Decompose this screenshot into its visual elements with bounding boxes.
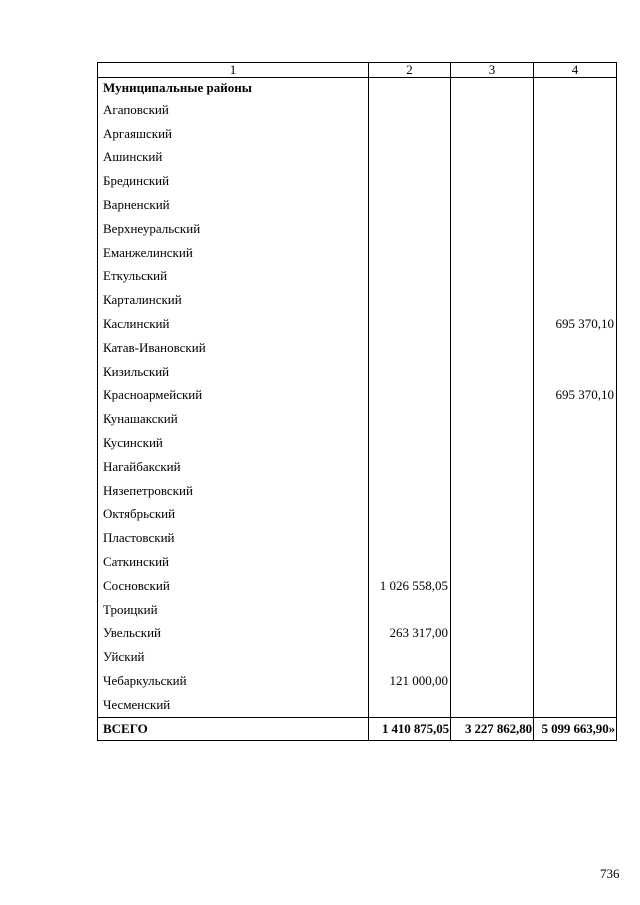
section-title: Муниципальные районы: [98, 78, 369, 99]
district-name: Нагайбакский: [98, 455, 369, 479]
table-row: [98, 360, 617, 384]
value-col-3: [451, 384, 534, 408]
table-row: [98, 645, 617, 669]
value-col-2: [369, 193, 451, 217]
value-col-3: [451, 550, 534, 574]
district-name: Верхнеуральский: [98, 217, 369, 241]
value-col-3: [451, 336, 534, 360]
value-col-4: [534, 479, 617, 503]
value-col-4: [534, 122, 617, 146]
district-name: Катав-Ивановский: [98, 336, 369, 360]
value-col-2: [369, 146, 451, 170]
value-col-2: [369, 455, 451, 479]
value-col-4: [534, 241, 617, 265]
district-name: Сосновский: [98, 574, 369, 598]
value-col-2: [369, 693, 451, 717]
value-col-2: [369, 431, 451, 455]
table-row: [98, 241, 617, 265]
table-row: [98, 122, 617, 146]
table-row: [98, 598, 617, 622]
total-col-3: 3 227 862,80: [451, 717, 534, 740]
value-col-3: [451, 693, 534, 717]
table-row: [98, 503, 617, 527]
section-row: [98, 78, 617, 99]
value-col-4: [534, 503, 617, 527]
total-row: [98, 717, 617, 740]
column-number-header-row: [98, 63, 617, 78]
district-name: Троицкий: [98, 598, 369, 622]
district-name: Ашинский: [98, 146, 369, 170]
value-col-4: [534, 431, 617, 455]
table-row: [98, 217, 617, 241]
value-col-2: [369, 265, 451, 289]
value-col-4: [534, 407, 617, 431]
value-col-3: [451, 288, 534, 312]
value-col-2: [369, 407, 451, 431]
value-col-2: [369, 550, 451, 574]
value-col-3: [451, 122, 534, 146]
value-col-4: [534, 550, 617, 574]
value-col-2: [369, 241, 451, 265]
page-number: 736: [600, 866, 620, 881]
value-col-4: [534, 146, 617, 170]
value-col-2: [369, 169, 451, 193]
table-row: [98, 336, 617, 360]
value-col-3: [451, 98, 534, 122]
value-col-4: [534, 645, 617, 669]
value-col-4: [534, 193, 617, 217]
district-name: Красноармейский: [98, 384, 369, 408]
district-name: Кизильский: [98, 360, 369, 384]
table-row: [98, 169, 617, 193]
district-name: Увельский: [98, 622, 369, 646]
district-name: Саткинский: [98, 550, 369, 574]
total-col-4: 5 099 663,90»: [534, 717, 617, 740]
value-col-2: [369, 645, 451, 669]
value-col-4: [534, 669, 617, 693]
value-col-3: [451, 526, 534, 550]
column-header-2: 2: [369, 63, 451, 78]
district-name: Агаповский: [98, 98, 369, 122]
value-col-4: [534, 265, 617, 289]
district-name: Пластовский: [98, 526, 369, 550]
value-col-4: [534, 217, 617, 241]
value-col-3: [451, 193, 534, 217]
value-col-2: [369, 479, 451, 503]
value-col-3: [451, 503, 534, 527]
value-col-4: [534, 360, 617, 384]
value-col-2: [369, 526, 451, 550]
value-col-2: [369, 288, 451, 312]
value-col-3: [451, 574, 534, 598]
value-col-3: [451, 407, 534, 431]
value-col-4: [534, 98, 617, 122]
table-row: [98, 312, 617, 336]
value-col-3: [451, 431, 534, 455]
district-name: Еткульский: [98, 265, 369, 289]
table-row: [98, 479, 617, 503]
district-name: Чесменский: [98, 693, 369, 717]
value-col-4: [534, 526, 617, 550]
table-row: [98, 265, 617, 289]
column-header-4: 4: [534, 63, 617, 78]
value-col-4: 695 370,10: [534, 384, 617, 408]
value-col-4: [534, 169, 617, 193]
budget-table: [97, 62, 617, 741]
value-col-2: [369, 98, 451, 122]
district-name: Еманжелинский: [98, 241, 369, 265]
table-row: [98, 622, 617, 646]
value-col-3: [451, 146, 534, 170]
value-col-3: [451, 241, 534, 265]
value-col-3: [451, 598, 534, 622]
value-col-2: [369, 217, 451, 241]
table-row: [98, 526, 617, 550]
value-col-2: [369, 336, 451, 360]
table-row: [98, 455, 617, 479]
total-label: ВСЕГО: [98, 717, 369, 740]
table-row: [98, 288, 617, 312]
district-name: Нязепетровский: [98, 479, 369, 503]
table-row: [98, 146, 617, 170]
district-name: Карталинский: [98, 288, 369, 312]
value-col-4: [534, 574, 617, 598]
district-name: Варненский: [98, 193, 369, 217]
value-col-4: [534, 455, 617, 479]
table-row: [98, 384, 617, 408]
value-col-2: [369, 503, 451, 527]
value-col-3: [451, 622, 534, 646]
district-name: Брединский: [98, 169, 369, 193]
table-row: [98, 669, 617, 693]
value-col-2: 1 026 558,05: [369, 574, 451, 598]
table-row: [98, 693, 617, 717]
district-name: Кусинский: [98, 431, 369, 455]
value-col-3: [451, 669, 534, 693]
value-col-4: [534, 622, 617, 646]
value-col-4: [534, 288, 617, 312]
value-col-3: [451, 312, 534, 336]
value-col-2: 121 000,00: [369, 669, 451, 693]
value-col-3: [451, 455, 534, 479]
value-col-2: [369, 122, 451, 146]
district-name: Каслинский: [98, 312, 369, 336]
district-name: Уйский: [98, 645, 369, 669]
district-name: Кунашакский: [98, 407, 369, 431]
column-header-1: 1: [98, 63, 369, 78]
value-col-4: [534, 693, 617, 717]
value-col-2: [369, 598, 451, 622]
table-row: [98, 550, 617, 574]
value-col-3: [451, 217, 534, 241]
district-name: Чебаркульский: [98, 669, 369, 693]
value-col-4: [534, 336, 617, 360]
district-name: Аргаяшский: [98, 122, 369, 146]
value-col-3: [451, 645, 534, 669]
value-col-2: 263 317,00: [369, 622, 451, 646]
table-row: [98, 98, 617, 122]
table-row: [98, 431, 617, 455]
value-col-2: [369, 360, 451, 384]
value-col-3: [451, 479, 534, 503]
district-name: Октябрьский: [98, 503, 369, 527]
value-col-3: [451, 360, 534, 384]
table-row: [98, 407, 617, 431]
value-col-2: [369, 312, 451, 336]
column-header-3: 3: [451, 63, 534, 78]
value-col-3: [451, 265, 534, 289]
value-col-4: [534, 598, 617, 622]
total-col-2: 1 410 875,05: [369, 717, 451, 740]
value-col-2: [369, 384, 451, 408]
value-col-4: 695 370,10: [534, 312, 617, 336]
value-col-3: [451, 169, 534, 193]
table-row: [98, 574, 617, 598]
table-row: [98, 193, 617, 217]
